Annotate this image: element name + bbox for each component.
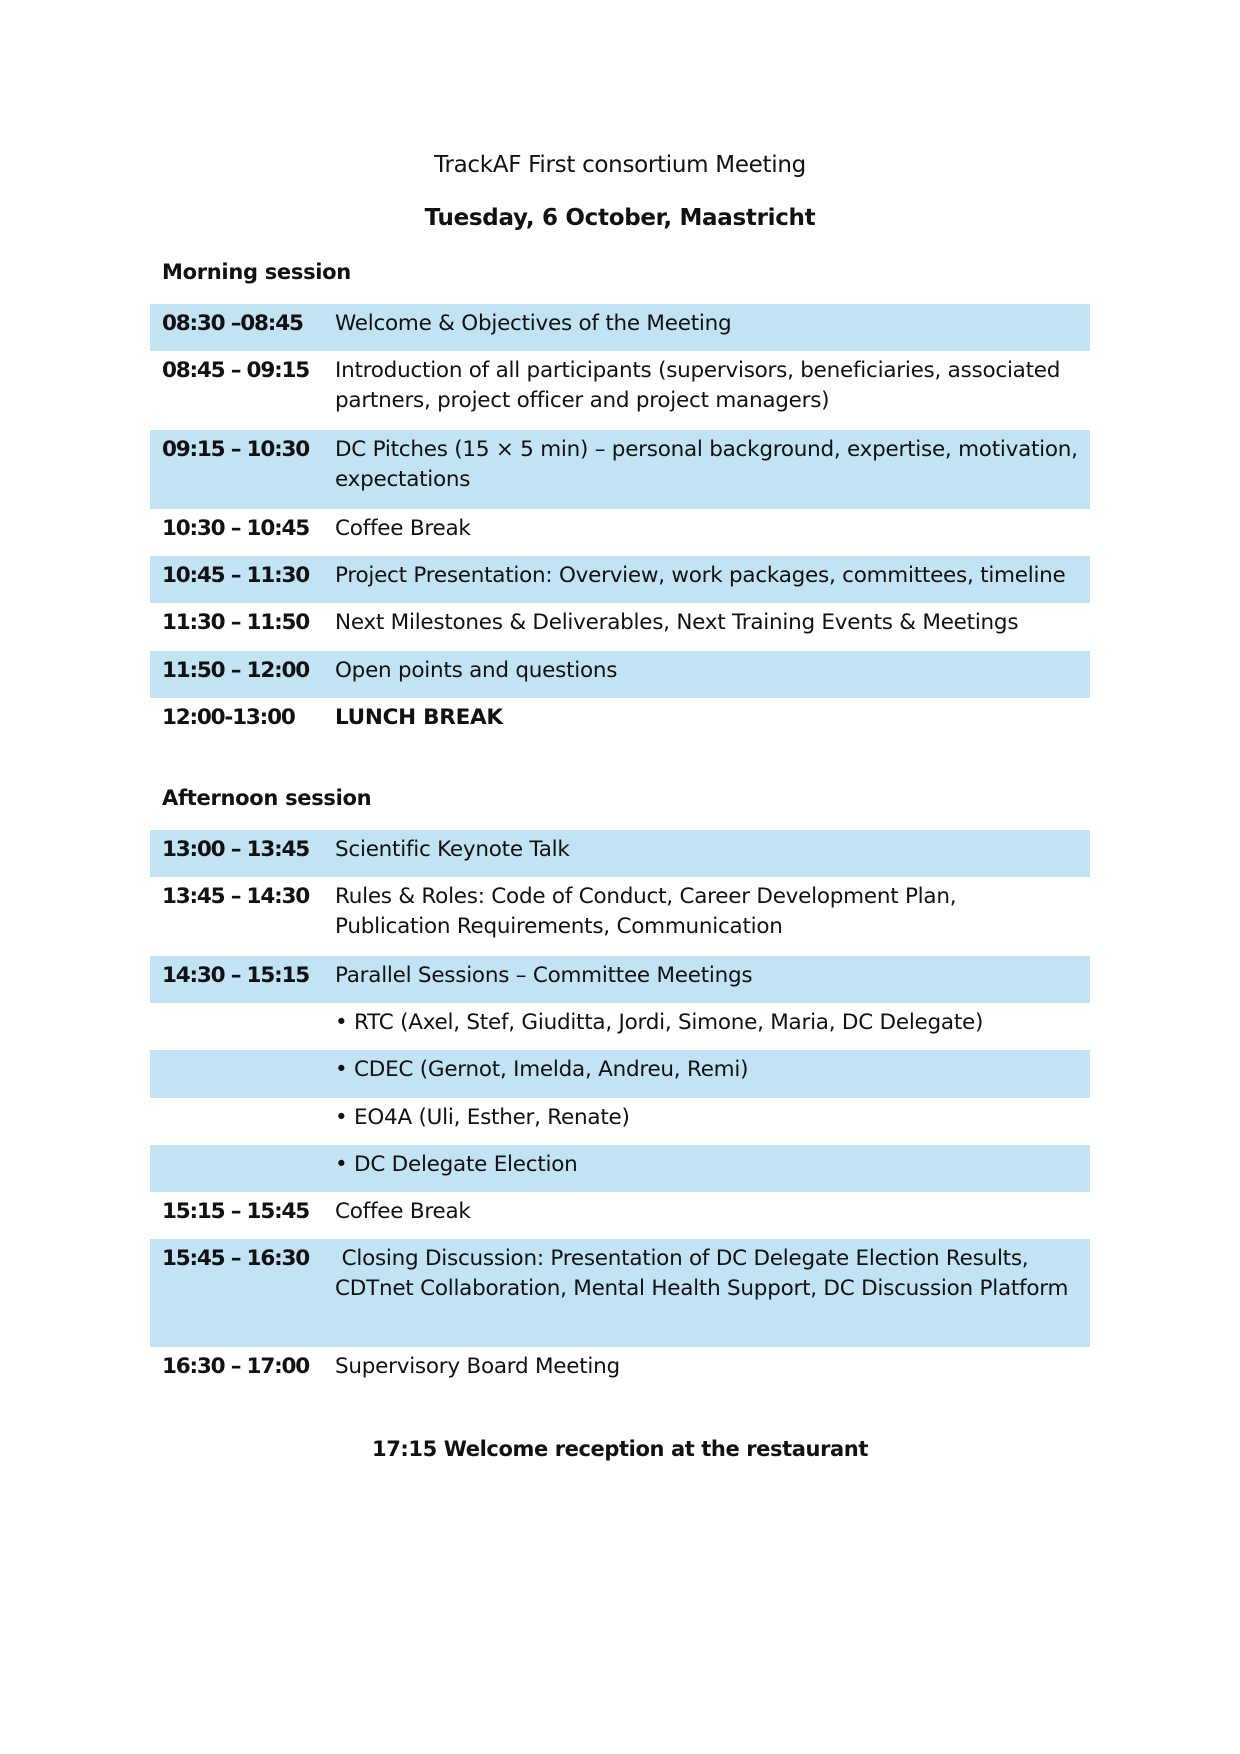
agenda-row — [150, 304, 1090, 351]
agenda-description: Welcome & Objectives of the Meeting — [335, 311, 732, 336]
morning-agenda-table — [150, 304, 1090, 745]
agenda-row — [150, 651, 1090, 698]
agenda-time: 09:15 – 10:30 — [162, 437, 309, 462]
agenda-time: 10:30 – 10:45 — [162, 516, 309, 541]
agenda-description: • EO4A (Uli, Esther, Renate) — [335, 1105, 630, 1130]
agenda-row — [150, 603, 1090, 651]
agenda-time: 11:50 – 12:00 — [162, 658, 309, 683]
agenda-time: 13:45 – 14:30 — [162, 884, 309, 909]
agenda-time: 14:30 – 15:15 — [162, 963, 309, 988]
afternoon-agenda-table — [150, 830, 1090, 1394]
agenda-description: Scientific Keynote Talk — [335, 837, 570, 862]
agenda-description: Next Milestones & Deliverables, Next Training Events & Meetings — [335, 610, 1019, 635]
agenda-time — [162, 1103, 335, 1145]
agenda-time — [162, 1055, 335, 1098]
agenda-row — [150, 698, 1090, 745]
agenda-row — [150, 1347, 1090, 1394]
agenda-time: 15:15 – 15:45 — [162, 1199, 309, 1224]
afternoon-session-heading: Afternoon session — [162, 786, 372, 810]
agenda-description: Project Presentation: Overview, work packages, committees, timeline — [335, 563, 1066, 588]
agenda-description: Rules & Roles: Code of Conduct, Career Development Plan, Publication Requirements, Communication — [335, 884, 957, 939]
agenda-row — [150, 430, 1090, 509]
agenda-description: Coffee Break — [335, 1199, 471, 1224]
closing-note: 17:15 Welcome reception at the restaurant — [371, 1437, 868, 1461]
agenda-row — [150, 956, 1090, 1003]
agenda-time: 10:45 – 11:30 — [162, 563, 309, 588]
agenda-time: 13:00 – 13:45 — [162, 837, 309, 862]
agenda-description: • RTC (Axel, Stef, Giuditta, Jordi, Simone, Maria, DC Delegate) — [335, 1010, 984, 1035]
agenda-row — [150, 1003, 1090, 1050]
agenda-time: 11:30 – 11:50 — [162, 610, 309, 635]
agenda-time: 08:30 –08:45 — [162, 311, 303, 336]
agenda-row — [150, 1098, 1090, 1145]
agenda-row — [150, 556, 1090, 603]
agenda-time: 12:00-13:00 — [162, 705, 295, 730]
agenda-row — [150, 1050, 1090, 1098]
agenda-row — [150, 509, 1090, 556]
agenda-time — [162, 1150, 335, 1192]
agenda-description: Parallel Sessions – Committee Meetings — [335, 963, 753, 988]
agenda-description: • DC Delegate Election — [335, 1152, 578, 1177]
agenda-row — [150, 1192, 1090, 1239]
agenda-description: Introduction of all participants (supervisors, beneficiaries, associated partners, project officer and project managers) — [335, 358, 1061, 413]
morning-session-heading: Morning session — [162, 260, 351, 284]
agenda-time: 16:30 – 17:00 — [162, 1354, 309, 1379]
agenda-description: LUNCH BREAK — [335, 705, 503, 730]
document-subtitle: Tuesday, 6 October, Maastricht — [424, 205, 816, 231]
agenda-time — [162, 1008, 335, 1050]
agenda-description: • CDEC (Gernot, Imelda, Andreu, Remi) — [335, 1057, 749, 1082]
agenda-time: 08:45 – 09:15 — [162, 358, 309, 383]
agenda-description: Open points and questions — [335, 658, 618, 683]
agenda-row — [150, 1239, 1090, 1347]
agenda-description: DC Pitches (15 × 5 min) – personal background, expertise, motivation, expectations — [335, 437, 1078, 492]
agenda-row — [150, 830, 1090, 877]
agenda-description: Closing Discussion: Presentation of DC Delegate Election Results, CDTnet Collaboration, Mental Health Support, DC Discussion Platform — [335, 1246, 1069, 1301]
agenda-row — [150, 1145, 1090, 1192]
document-title: TrackAF First consortium Meeting — [434, 152, 806, 178]
agenda-description: Coffee Break — [335, 516, 471, 541]
agenda-row — [150, 351, 1090, 430]
agenda-description: Supervisory Board Meeting — [335, 1354, 620, 1379]
agenda-time: 15:45 – 16:30 — [162, 1246, 309, 1271]
agenda-row — [150, 877, 1090, 956]
